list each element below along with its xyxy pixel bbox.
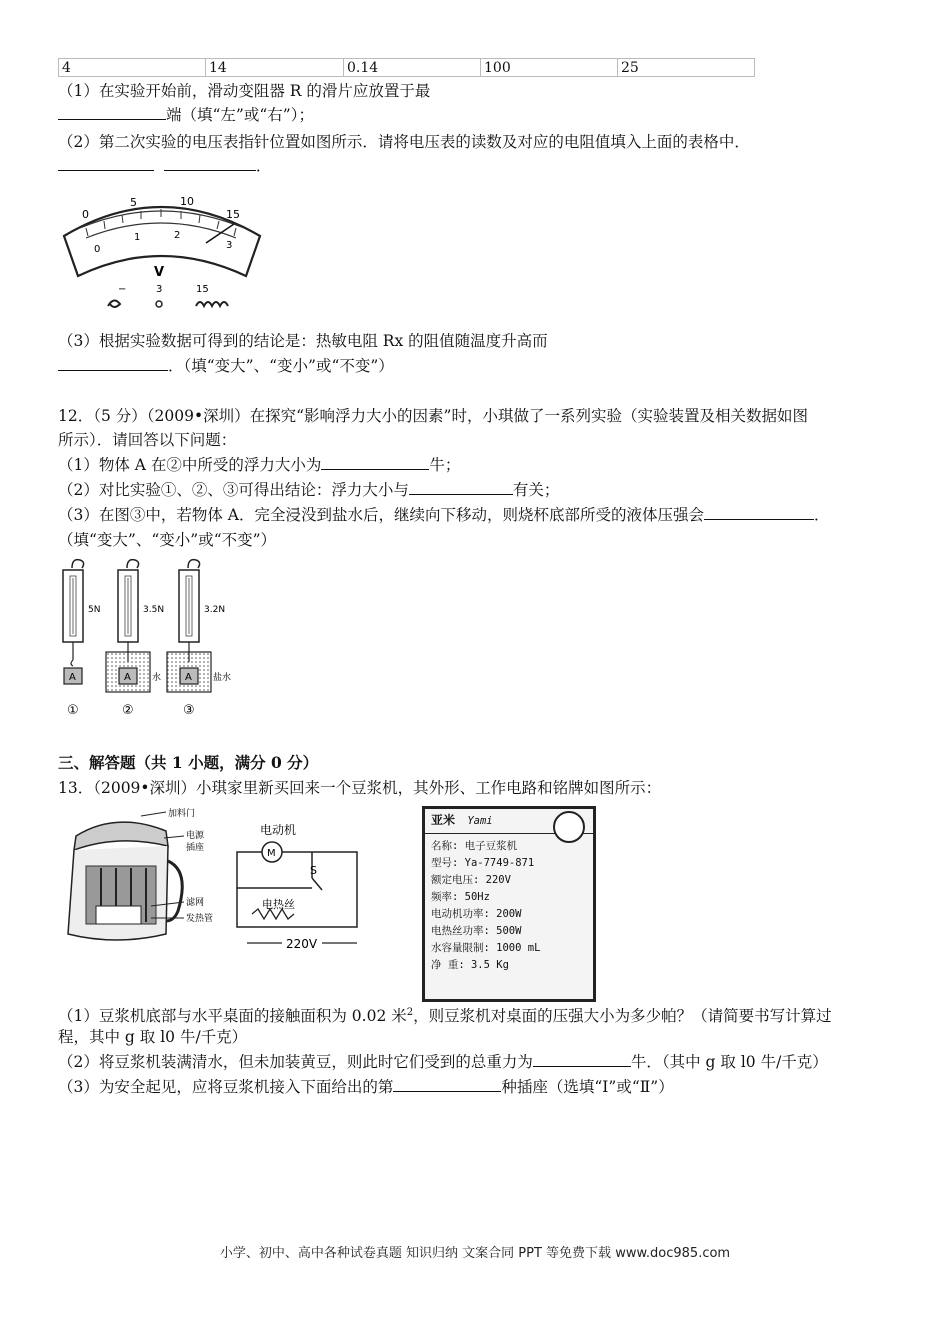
table-cell: 4 bbox=[59, 59, 206, 77]
data-table bbox=[58, 58, 755, 77]
plate-row: 名称: 电子豆浆机 bbox=[431, 840, 518, 852]
q12-p2-end: 有关； bbox=[512, 481, 560, 499]
nameplate-body bbox=[425, 834, 593, 978]
q13-p1b-text: 程，其中 g 取 l0 牛/千克） bbox=[58, 1028, 248, 1046]
answer-blank[interactable] bbox=[58, 156, 154, 171]
q12-p1-text: （1）物体 A 在②中所受的浮力大小为 bbox=[58, 456, 322, 474]
answer-blank[interactable] bbox=[533, 1052, 631, 1067]
motor-label: 电动机 bbox=[260, 823, 297, 837]
scale-label: 10 bbox=[180, 195, 194, 208]
q13-p1-sup: 2 bbox=[406, 1007, 414, 1018]
brand-name: 亚米 bbox=[431, 813, 456, 827]
q13-p2-text: （2）将豆浆机装满清水，但未加装黄豆，则此时它们受到的总重力为 bbox=[58, 1053, 533, 1071]
plate-row: 型号: Ya-7749-871 bbox=[431, 857, 535, 869]
q13-p3-text: （3）为安全起见，应将豆浆机接入下面给出的第 bbox=[58, 1078, 394, 1096]
plate-row: 电热丝功率: 500W bbox=[431, 925, 522, 937]
voltage-label: 220V bbox=[286, 937, 318, 951]
plate-row: 频率: 50Hz bbox=[431, 891, 490, 903]
scale-label: 1 bbox=[134, 232, 141, 243]
q12-part3 bbox=[58, 504, 830, 526]
switch-icon bbox=[312, 878, 322, 890]
q13-part1-cont bbox=[58, 1026, 247, 1048]
nameplate-header bbox=[425, 809, 593, 834]
q13-p1-end: ，则豆浆机对桌面的压强大小为多少帕？（请简要书写计算过 bbox=[413, 1007, 832, 1026]
experiment-label: ① bbox=[67, 703, 79, 718]
q12-part3-cont bbox=[58, 529, 276, 551]
answer-blank[interactable] bbox=[409, 480, 513, 495]
q11-part1 bbox=[58, 80, 430, 102]
plate-row: 额定电压: 220V bbox=[431, 874, 511, 886]
voltmeter-figure bbox=[56, 188, 266, 318]
q13-part3 bbox=[58, 1076, 674, 1098]
spring-balance-3 bbox=[167, 560, 231, 718]
q11-p1-end: 端（填“左”或“右”）； bbox=[166, 106, 314, 124]
table-cell: 25 bbox=[618, 59, 755, 77]
liquid-label: 水 bbox=[152, 673, 162, 683]
q13-head-text: 13．（2009•深圳）小琪家里新买回来一个豆浆机，其外形、工作电路和铭牌如图所示： bbox=[58, 779, 662, 797]
terminal-icon bbox=[156, 301, 162, 307]
table-cell: 0.14 bbox=[344, 59, 481, 77]
scale-label: 0 bbox=[82, 208, 89, 221]
page-footer: 小学、初中、高中各种试卷真题 知识归纳 文案合同 PPT 等免费下载 www.doc985.com bbox=[219, 1246, 731, 1261]
spring-balance-2 bbox=[106, 560, 164, 718]
q11-p1-text: （1）在实验开始前，滑动变阻器 R 的滑片应放置于最 bbox=[58, 82, 431, 100]
q13-p2-end: 牛．（其中 g 取 l0 牛/千克） bbox=[630, 1053, 828, 1071]
answer-blank[interactable] bbox=[164, 156, 256, 171]
block-label: A bbox=[185, 672, 192, 683]
q11-part1-cont bbox=[58, 104, 314, 126]
unit-label: V bbox=[154, 265, 165, 280]
reading-label: 3.5N bbox=[143, 605, 165, 615]
spring-balance-figure bbox=[58, 556, 248, 721]
plate-row: 水容量限制: 1000 mL bbox=[431, 942, 541, 954]
q12-part1 bbox=[58, 454, 460, 476]
q13-p3-end: 种插座（选填“Ⅰ”或“Ⅱ”） bbox=[501, 1078, 674, 1096]
terminal-label: − bbox=[118, 284, 127, 295]
q12-p3-end: ． bbox=[814, 506, 830, 524]
q13-p1-text: （1）豆浆机底部与水平桌面的接触面积为 0.02 米 bbox=[58, 1007, 407, 1026]
q13-part1 bbox=[58, 1002, 832, 1027]
q12-head-text: 12．（5 分）（2009•深圳）在探究“影响浮力大小的因素”时，小琪做了一系列实验（实验装置及相关数据如图 bbox=[58, 407, 808, 425]
scale-label: 5 bbox=[130, 196, 137, 209]
plate-row: 电动机功率: 200W bbox=[431, 908, 522, 920]
q11-part3-cont bbox=[58, 355, 394, 377]
motor-symbol: M bbox=[267, 848, 276, 859]
liquid-label: 盐水 bbox=[213, 673, 232, 683]
machine-label: 发热管 bbox=[186, 914, 214, 924]
q11-part2 bbox=[58, 131, 750, 153]
scale-label: 3 bbox=[226, 240, 233, 251]
q11-p3-end: ．（填“变大”、“变小”或“不变”） bbox=[168, 357, 394, 375]
section-heading-text: 三、解答题（共 1 小题，满分 0 分） bbox=[58, 753, 319, 772]
heater-label: 电热丝 bbox=[262, 898, 295, 911]
scale-label: 2 bbox=[174, 230, 181, 241]
table-row bbox=[59, 59, 755, 77]
q12-head2-text: 所示）．请回答以下问题： bbox=[58, 431, 237, 449]
plate-row: 净 重: 3.5 Kg bbox=[431, 959, 509, 971]
circuit-diagram bbox=[222, 818, 382, 958]
answer-blank[interactable] bbox=[704, 505, 814, 520]
terminal-label: 3 bbox=[156, 284, 163, 295]
machine-label: 电源 bbox=[186, 831, 205, 841]
table-cell: 14 bbox=[206, 59, 344, 77]
scale-label: 15 bbox=[226, 208, 240, 221]
nameplate bbox=[422, 806, 596, 1002]
scale-label: 0 bbox=[94, 244, 101, 255]
q12-p2-text: （2）对比实验①、②、③可得出结论：浮力大小与 bbox=[58, 481, 409, 499]
machine-label: 插座 bbox=[186, 843, 205, 853]
terminal-icon bbox=[108, 300, 120, 307]
terminal-icon bbox=[196, 302, 228, 306]
q12-p4-text: （填“变大”、“变小”或“不变”） bbox=[58, 531, 277, 549]
machine-label: 加料门 bbox=[168, 809, 196, 819]
q12-head bbox=[58, 405, 808, 427]
answer-blank[interactable] bbox=[58, 356, 168, 371]
q13-part2 bbox=[58, 1051, 828, 1073]
q12-head2 bbox=[58, 429, 236, 451]
q11-part2-blanks: ． bbox=[58, 155, 271, 177]
block-label: A bbox=[124, 672, 131, 683]
block-label: A bbox=[69, 672, 76, 683]
brand-name-en: Yami bbox=[467, 815, 493, 827]
soymilk-machine-figure bbox=[56, 806, 216, 956]
answer-blank[interactable] bbox=[321, 455, 429, 470]
experiment-label: ③ bbox=[183, 703, 195, 718]
section-heading bbox=[58, 752, 318, 774]
q12-p1-end: 牛； bbox=[429, 456, 461, 474]
terminal-label: 15 bbox=[196, 284, 209, 295]
table-cell: 100 bbox=[481, 59, 618, 77]
ccc-certification-icon bbox=[553, 811, 585, 843]
q11-part3 bbox=[58, 330, 548, 352]
switch-label: S bbox=[310, 864, 317, 877]
experiment-label: ② bbox=[122, 703, 134, 718]
q11-p3-text: （3）根据实验数据可得到的结论是：热敏电阻 Rx 的阻值随温度升高而 bbox=[58, 332, 548, 350]
reading-label: 5N bbox=[88, 605, 101, 615]
machine-label: 滤网 bbox=[186, 898, 205, 908]
q11-p2-text: （2）第二次实验的电压表指针位置如图所示．请将电压表的读数及对应的电阻值填入上面的表格中． bbox=[58, 133, 750, 151]
q12-part2 bbox=[58, 479, 559, 501]
q13-head bbox=[58, 777, 661, 799]
reading-label: 3.2N bbox=[204, 605, 226, 615]
q12-p3-text: （3）在图③中，若物体 A．完全浸没到盐水后，继续向下移动，则烧杯底部所受的液体压强会 bbox=[58, 506, 704, 524]
answer-blank[interactable] bbox=[393, 1077, 501, 1092]
answer-blank[interactable] bbox=[58, 105, 166, 120]
spring-balance-1 bbox=[63, 560, 100, 718]
